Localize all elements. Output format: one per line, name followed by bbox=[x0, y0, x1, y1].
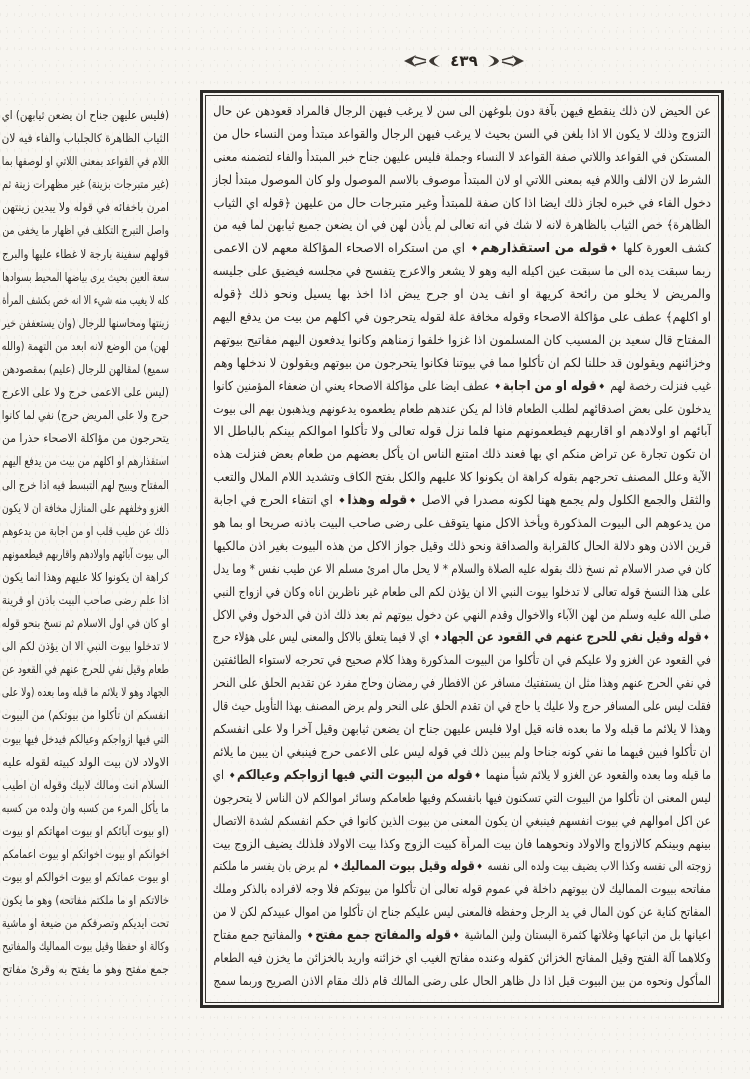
margin-line: اذا علم رضى صاحب البيت باذن او قرينة bbox=[1, 592, 170, 607]
text-line: المفتاح قال سعيد بن المسيب كان المسلمون اذا غزوا خلفوا زمناهم وكانوا يدفعون اليهم مفاتيح بيوتهم bbox=[213, 332, 711, 347]
text-line: دخول الفاء في خبره لجاز ذلك ايضا اذا كان صفة للمبتدأ وغير متبرجات حال من عليهن ﴿قوله اي الثياب bbox=[213, 195, 711, 210]
text-line: زوجته الى نفسه وكذا الاب يضيف بيت ولده الى نفسه ◆ قوله وقيل بيوت المماليك ◆ لم يرض بان يفسر ما ملكتم bbox=[299, 855, 711, 878]
text-line: المستكن في القواعد واللاتي صفة القواعد لا النساء وجملة فليس عليهن جناح خبر المبتدأ والفاء لتضمنه معنى bbox=[213, 149, 711, 164]
margin-line: واصل التبرج التكلف في اظهار ما يخفى من bbox=[2, 223, 170, 238]
text-line: بينهم وبينكم كالازواج والاولاد ونحوهما فان بيت المرأة كبيت الزوج وكذا بيت الاولاد فلذلك يضيف الزوج بيت bbox=[212, 836, 711, 851]
margin-line: قولهم سفينة بارجة لا غطاء عليها والبرج bbox=[2, 246, 170, 261]
margin-line: الاولاد لان بيت الولد كبيته لقوله عليه bbox=[2, 754, 169, 769]
text-line: ربما سبقت يده الى ما سبقت عين اكيله اليه وهو لا يشعر والاعرج يتفسح في مجلسه فيضيق على جليسه bbox=[212, 264, 711, 279]
qawluhu-marker: ◆ قوله والمفاتح جمع مفتح ◆ bbox=[305, 928, 461, 943]
fleuron-left-icon bbox=[402, 53, 442, 69]
margin-line: (فليس عليهن جناح ان يضعن ثيابهن) اي bbox=[1, 108, 170, 122]
margin-line: (ليس على الاعمى حرج ولا على الاعرج bbox=[1, 385, 169, 400]
text-line: صلى الله عليه وسلم من لهن الآباء والاخوال وقدم النهي عن دخول بيوتهم ثم بعد ذلك اذن في الدخول وفي الاكل bbox=[212, 607, 712, 622]
qawluhu-marker: ◆ قوله من البيوت التي فيها ازواجكم وعيالكم ◆ bbox=[227, 768, 482, 783]
text-line: على هذا النسخ قوله تعالى لا تدخلوا بيوت النبي الا ان يؤذن لكم الى طعام غير ناظرين اناه وكان في ازواج النبي bbox=[213, 584, 711, 599]
margin-line: اخوانكم او بيوت اخواتكم او بيوت اعمامكم bbox=[2, 847, 169, 861]
text-line: او اكلهم﴾ عطف على مؤاكلة الاصحاء وقوله مخافة علة لقوله يتحرجون في اكلهم من بيت من يدفع اليهم bbox=[212, 310, 711, 325]
qawluhu-marker: ◆ قوله او من اجابة ◆ bbox=[493, 379, 607, 394]
main-text-block bbox=[203, 93, 721, 1005]
margin-line: تحت ايديكم وتصرفكم من ضيعة او ماشية bbox=[1, 916, 170, 931]
margin-line: (غير متبرجات بزينة) غير مظهرات زينة ثم bbox=[2, 177, 169, 192]
margin-line: سعة العين بحيث يرى بياضها المحيط بسوادها bbox=[2, 269, 169, 284]
text-line: عن اكل اموالهم في بيوت انفسهم فينبغي ان يكون المعنى من بيوت الذين كانوا في حكم انفسكم لشدة الاتصال bbox=[212, 813, 711, 828]
text-line: ليس المعنى ان تأكلوا من البيوت التي تسكنون فيها بانفسكم وفيها طعامكم وسائر اموالكم لان الناس لا يتحرجون bbox=[213, 790, 711, 805]
margin-line: سميع) لمقالهن للرجال (عليم) بمقصودهن bbox=[2, 362, 170, 377]
qawluhu-marker: ◆ قوله من استقذارهم ◆ bbox=[469, 241, 619, 256]
text-line: يدخلون على بعض اصدقائهم لطلب الطعام فاذا لم يكن عندهم طعام يطعموه يدعونهم ويذهبون بهم الى بيوت bbox=[213, 401, 711, 416]
margin-line: امرن باخفائه في قوله ولا يبدين زينتهن bbox=[2, 200, 170, 215]
text-line: وخزائنهم ويقولون قد حللنا لكم ان تأكلوا مما في بيوتنا فكانوا يتحرجون من بيوتهم ويقولون لا ندخلها وهم bbox=[213, 355, 711, 370]
margin-line: جمع مفتح وهو ما يفتح به وقرئ مفاتح bbox=[2, 962, 170, 977]
margin-line: التي فيها ازواجكم وعيالكم فيدخل فيها بيوت bbox=[2, 731, 169, 746]
text-line: المفاتح كناية عن كون المال في يد الرجل وحفظه فالمعنى ليس عليكم جناح ان تأكلوا من اموال عبيدكم لكن لا من bbox=[213, 905, 712, 920]
margin-line: الثياب الظاهرة كالجلباب والفاء فيه لان bbox=[1, 131, 169, 146]
text-line: آبائهم او اولادهم او اقاربهم فيطعمونهم منها فلما نزل قوله تعالى ولا تأكلوا اموالكم بينكم بالباطل الا bbox=[213, 424, 711, 439]
page-number: ٤٣٩ bbox=[450, 52, 478, 70]
margin-line: الى بيوت آبائهم واولادهم واقاربهم فيطعمونهم bbox=[2, 546, 169, 561]
text-line: ◆ قوله وقيل نفي للحرج عنهم في القعود عن الجهاد ◆ اي لا فيما يتعلق بالاكل والمعنى ليس على هؤلاء حرج bbox=[304, 626, 711, 649]
text-line: مفاتحه ببيوت المماليك لان بيوتهم داخلة في عموم قوله تعالى ان تأكلوا من بيوتكم فلا وجه لافراده بالذكر وملك bbox=[212, 882, 711, 897]
margin-line: يتحرجون من مؤاكلة الاصحاء حذرا من bbox=[2, 431, 169, 446]
margin-line: كراهة ان يكونوا كلا عليهم وهذا انما يكون bbox=[2, 569, 169, 584]
text-line: في القعود عن الغزو ولا عليكم في ان تأكلوا من البيوت المذكورة وهذا كلام صحيح في تحرجه لاستواء الطائفتين bbox=[212, 653, 711, 668]
margin-line: المفتاح ويبيح لهم التبسط فيه اذا خرج الى bbox=[2, 477, 170, 492]
margin-line: السلام انت ومالك لابيك وقوله ان اطيب bbox=[2, 777, 169, 792]
margin-line: انفسكم ان تأكلوا من بيوتكم) من البيوت bbox=[1, 708, 169, 723]
margin-line: لهن) من الوضع لانه ابعد من التهمة (والله bbox=[1, 338, 169, 353]
text-line: كان في صدر الاسلام ثم نسخ ذلك بقوله عليه الصلاة والسلام * لا يحل مال امرئ مسلم الا عن طيب نفس * وما يدل bbox=[213, 561, 711, 576]
text-line: وكلاهما آلة الفتح وقيل المفاتح الخزائن كقوله وعنده مفاتح الغيب اي خزائنه واريد بالخزائن ما يخزن فيه الطعام bbox=[213, 950, 711, 965]
text-line: ان تكون تجارة عن تراض منكم اي بها فعند ذلك امتنع الناس ان يأكل بعضهم من طعام بعض فنزلت هذه bbox=[213, 447, 711, 462]
qawluhu-marker: ◆ قوله وقيل نفي للحرج عنهم في القعود عن الجهاد ◆ bbox=[432, 630, 711, 645]
text-line: التزوج وذلك لا يكون الا اذا بلغن في السن بحيث لا يرغب فيهن الرجال والقواعد مبتدأ ومن النساء حال من bbox=[212, 126, 711, 141]
text-line: ان تأكلوا فبين فيهما ما نفي كونه جناحا ولم يبين ذلك في قوله ليس على الاعمى حرج فينبغي ان يبين ما يلائم bbox=[212, 744, 711, 759]
qawluhu-marker: ◆ قوله وهذا ◆ bbox=[337, 493, 419, 508]
text-line: غيب فنزلت رخصة لهم ◆ قوله او من اجابة ◆ عطف ايضا على مؤاكلة الاصحاء يعني ان ضعفاء المؤمنين كانوا bbox=[273, 375, 711, 398]
text-line: الظاهرة﴾ خص الثياب بالظاهرة لانه لا شك في انه تعالى لم يأذن لهن في ان يضعن جميع ثيابهن لما فيه من bbox=[213, 218, 711, 233]
text-line: كشف العورة كلها ◆ قوله من استقذارهم ◆ اي من استكراه الاصحاء المؤاكلة معهم لان الاعمى bbox=[217, 237, 711, 260]
margin-line: الجهاد وهو لا يلائم ما قبله وما بعده (ولا على bbox=[1, 685, 169, 700]
text-line: والمريض لا يخلو من رائحة كريهة او انف يدن او جرح يبض اذا اخذ بها يسيل ونحو ذلك ﴿قوله bbox=[213, 287, 711, 302]
text-line: الشرط لان الالف واللام فيه بمعنى اللاتي او لان المبتدأ موصوف بالاسم الموصول ولو كان الموصول مبتدأ لجاز bbox=[212, 172, 711, 187]
page-header bbox=[200, 46, 728, 76]
text-line: عن الحيض لان ذلك ينقطع فيهن بآفة دون بلوغهن الى سن لا يرغب فيهن الرجال فالمراد قعودهن عن حال bbox=[213, 104, 711, 118]
text-line: من يدعوهم الى البيوت المذكورة ويأخذ الاكل منها يتوقف على رضى صاحب البيت باذنه صريحا او بما هو bbox=[213, 516, 711, 531]
margin-line: خالاتكم او ما ملكتم مفاتحه) وهو ما يكون bbox=[1, 893, 170, 908]
margin-line: (او بيوت آبائكم او بيوت امهاتكم او بيوت bbox=[2, 823, 169, 838]
qawluhu-marker: ◆ قوله وقيل بيوت المماليك ◆ bbox=[332, 859, 485, 874]
margin-line: كله لا يغيب منه شيء الا انه خص بكشف المرأة bbox=[2, 292, 169, 307]
margin-line: او بيوت عماتكم او بيوت اخوالكم او بيوت bbox=[2, 870, 170, 885]
fleuron-right-icon bbox=[486, 53, 526, 69]
margin-line: او كان في اول الاسلام ثم نسخ بنحو قوله bbox=[1, 616, 170, 631]
text-line: المأكول ونحوه من بين البيوت قيل اذا دل ظاهر الحال على رضى المالك قام ذلك مقام الاذن الصريح وربما سمج bbox=[213, 973, 711, 988]
margin-line: اللام في القواعد بمعنى اللاتي او لوصفها بما bbox=[1, 154, 169, 169]
text-line: ما قبله وما بعده والقعود عن الغزو لا يلائم شيأ منهما ◆ قوله من البيوت التي فيها ازواجكم وعيالكم ◆ اي bbox=[283, 764, 711, 787]
margin-line: طعام وقيل نفي للحرج عنهم في القعود عن bbox=[1, 662, 169, 677]
margin-line: وكالة او حفظا وقيل بيوت المماليك والمفاتيح bbox=[2, 939, 170, 954]
text-line: قرين الاذن وهو دلالة الحال كالقرابة والصداقة ونحو ذلك وقيل جواز الاكل من هذه البيوت بغير اذن مالكيها bbox=[213, 538, 712, 553]
text-line: الآية وعلل المصنف تحرجهم بقوله كراهة ان يكونوا كلا عليهم والكل بفتح الكاف وتشديد اللام الملال والتعب bbox=[213, 470, 711, 485]
margin-line: لا تدخلوا بيوت النبي الا ان يؤذن لكم الى bbox=[1, 639, 170, 654]
text-line: وهذا لا يلائم ما قبله ولا ما بعده فانه قيل اولا فليس عليهن جناح ان يضعن ثيابهن وقيل آخرا ولا على انفسكم bbox=[212, 722, 711, 737]
text-line: في نفي الحرج عنهم وهذا مثل ان يستفتيك مسافر عن الافطار في رمضان وحاج مفرد عن تقديم الحلق على النحر bbox=[213, 676, 711, 691]
margin-line: ذلك عن طيب قلب او من اجابة من يدعوهم bbox=[2, 523, 170, 538]
margin-line: زينتها ومحاسنها للرجال (وان يستعففن خير bbox=[1, 315, 170, 330]
text-line: والثقل والجمع الكلول ولم يجمع ههنا لكونه مصدرا في الاصل ◆ قوله وهذا ◆ اي انتفاء الحرج في اجابة bbox=[238, 489, 711, 512]
text-frame bbox=[200, 90, 724, 1008]
text-line: اعيانها بل من اتباعها وغلاتها كثمرة البستان ولبن الماشية ◆ قوله والمفاتح جمع مفتح ◆ والمفاتيح جمع مفتاح bbox=[279, 924, 711, 947]
margin-line: استقذارهم او اكلهم من بيت من يدفع اليهم bbox=[2, 454, 170, 469]
margin-line: ما يأكل المرء من كسبه وان ولده من كسبه bbox=[1, 800, 169, 815]
text-line: فقلت ليس على المسافر حرج ولا عليك يا حاج في ان تقدم الحلق على النحر ولم يرض المصنف بهذا التأويل حيث قال bbox=[212, 699, 712, 714]
margin-line: حرج ولا على المريض حرج) نفي لما كانوا bbox=[1, 408, 170, 423]
margin-notes-column bbox=[0, 104, 172, 982]
margin-line: الغزو وخلفهم على المنازل مخافة ان لا يكون bbox=[1, 500, 169, 515]
